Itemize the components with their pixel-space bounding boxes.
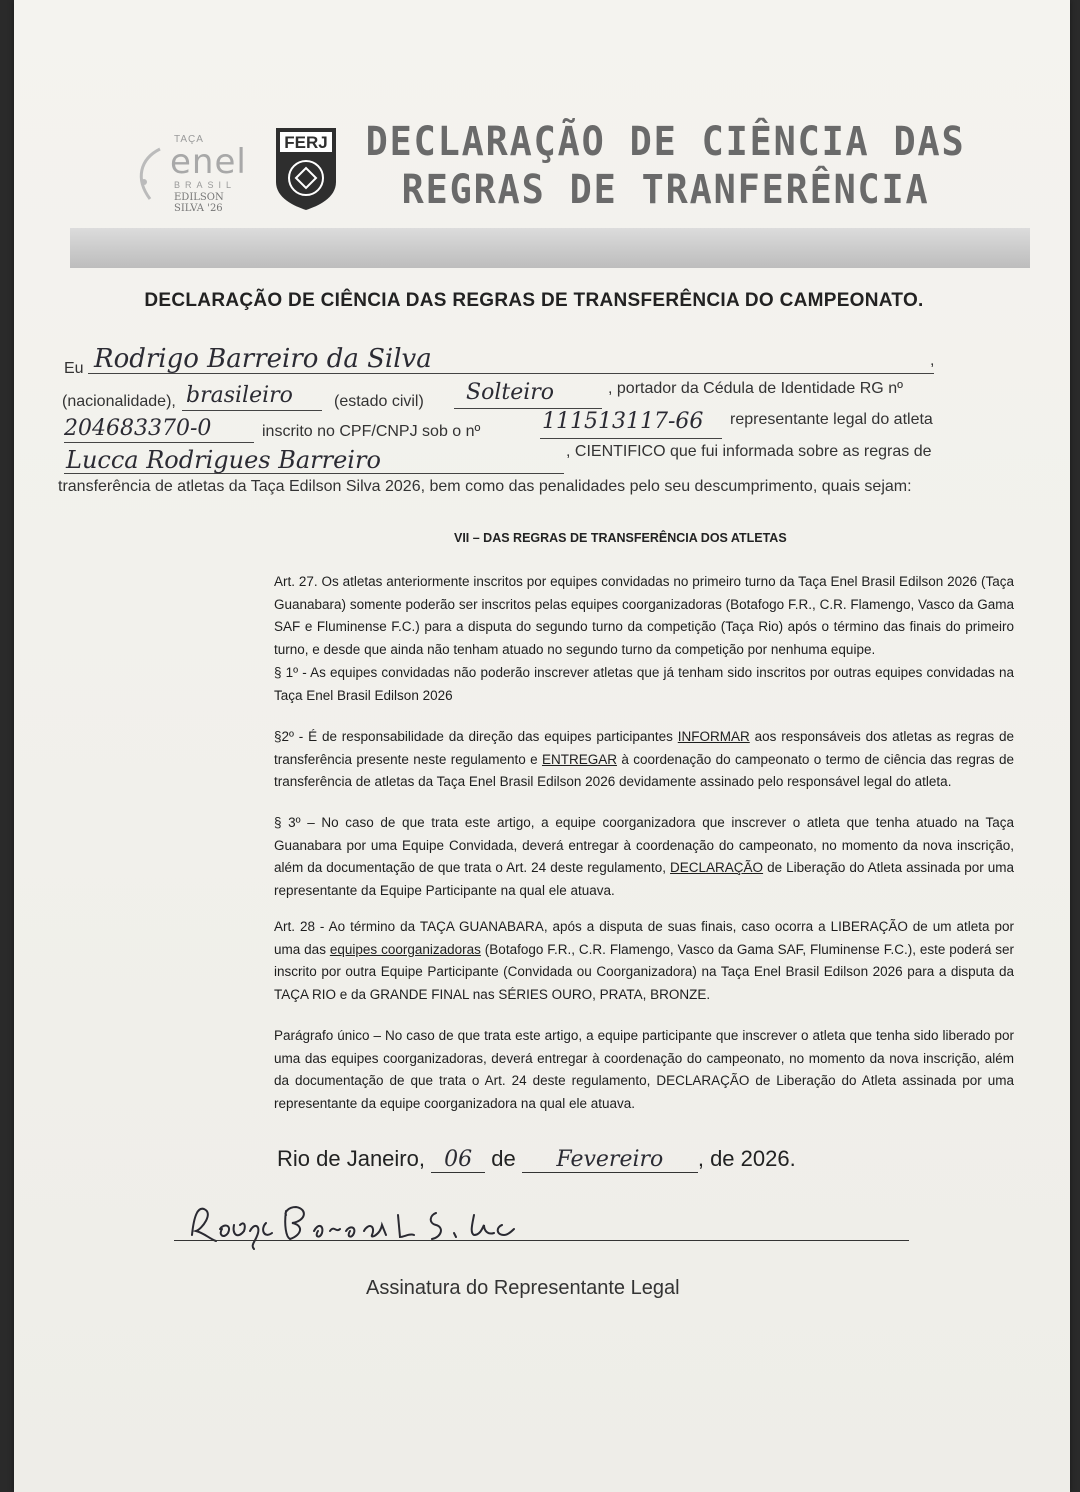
date-day-handwritten: 06: [444, 1147, 473, 1172]
document-header: [70, 110, 1030, 270]
date-day-field: [431, 1146, 485, 1173]
eu-label: Eu: [64, 360, 84, 377]
ferj-logo-text: FERJ: [284, 133, 328, 152]
ferj-shield-icon: [274, 126, 338, 212]
name-comma: ,: [930, 352, 935, 369]
header-title-line1: DECLARAÇÃO DE CIÊNCIA DAS: [365, 119, 966, 165]
cientifico-text: , CIENTIFICO que fui informada sobre as regras de: [566, 443, 932, 460]
representante-text: representante legal do atleta: [730, 411, 933, 428]
cpf-underline: [540, 438, 722, 439]
date-line: [277, 1146, 796, 1173]
art27-paragraph: Art. 27. Os atletas anteriormente inscritos por equipes convidadas no primeiro turno da Taça Enel Brasil Edilson 2026 (Taça Guanabara) somente poderão ser inscritos pelas equipes coorganizadoras (Botafogo F.R., C.R. Flamengo, Vasco da Gama SAF e Fluminense F.C.) para a disputa do segundo turno da competição (Taça Rio) após o término das finais do primeiro turno, e desde que ainda não tenham atuado no segundo turno da competição por nenhuma equipe.: [274, 574, 1014, 657]
enel-logo-edilson: EDILSON SILVA '26: [174, 192, 224, 214]
paragraph-2: §2º - É de responsabilidade da direção das equipes participantes INFORMAR aos responsáveis dos atletas as regras de transferência presente neste regulamento e ENTREGAR à coordenação do campeonato o termo de ciência das regras de transferência de atletas da Taça Enel Brasil Edilson 2026 devidamente assinado pelo responsável legal do atleta.: [274, 729, 1014, 789]
handwritten-signature: [174, 1195, 614, 1255]
paragrafo-unico: Parágrafo único – No caso de que trata este artigo, a equipe participante que inscrever o atleta que tenha sido liberado por uma das equipes coorganizadoras, deverá entregar à coordenação do campeonato, no momento da nova inscrição, além da documentação de que trata o Art. 24 deste regulamento, DECLARAÇÃO de Liberação do Atleta assinada por uma representante da equipe coorganizadora na qual ele atuava.: [274, 1028, 1014, 1111]
entregar-underlined: ENTREGAR: [541, 751, 617, 767]
signature-caption: Assinatura do Representante Legal: [366, 1277, 680, 1299]
date-city: Rio de Janeiro,: [277, 1146, 425, 1171]
enel-swoosh-icon: [130, 144, 170, 204]
equipes-underlined: equipes coorganizadoras: [329, 941, 481, 957]
date-month-handwritten: Fevereiro: [556, 1147, 664, 1172]
declaracao-underlined: DECLARAÇÃO: [670, 860, 764, 875]
estado-civil-label: (estado civil): [334, 393, 424, 410]
date-de: de: [491, 1146, 516, 1171]
date-year: , de 2026.: [697, 1146, 796, 1171]
estado-civil-handwritten: Solteiro: [466, 380, 555, 405]
enel-logo-taca: TAÇA: [174, 134, 204, 145]
transfer-text: transferência de atletas da Taça Edilson Silva 2026, bem como das penalidades pelo seu descumprimento, quais sejam:: [58, 478, 912, 495]
paragraph-1: § 1º - As equipes convidadas não poderão inscrever atletas que já tenham sido inscritos por outras equipes convidadas na Taça Enel Brasil Edilson 2026: [274, 665, 1014, 703]
nacionalidade-handwritten: brasileiro: [186, 383, 293, 408]
enel-logo-word: enel: [170, 142, 247, 182]
document-subtitle: DECLARAÇÃO DE CIÊNCIA DAS REGRAS DE TRANSFERÊNCIA DO CAMPEONATO.: [144, 290, 924, 311]
nacionalidade-underline: [182, 410, 322, 411]
informar-underlined: INFORMAR: [677, 729, 750, 744]
cpf-handwritten: 111513117-66: [542, 409, 704, 434]
rg-underline: [64, 442, 254, 443]
name-handwritten: Rodrigo Barreiro da Silva: [94, 344, 432, 374]
ferj-logo: [274, 126, 338, 212]
signature-line: [174, 1240, 909, 1241]
athlete-handwritten: Lucca Rodrigues Barreiro: [66, 446, 381, 474]
date-month-field: [522, 1146, 698, 1173]
paragraph-3: § 3º – No caso de que trata este artigo, a equipe coorganizadora que inscrever o atleta que tenha atuado na Taça Guanabara por uma Equipe Convidada, deverá entregar à coordenação do campeonato, no momento da nova inscrição, além da documentação de que trata o Art. 24 deste regulamento, DECLARAÇÃO de Liberação do Atleta assinada por uma representante da Equipe Participante na qual ele atuava.: [274, 815, 1014, 898]
portador-text: , portador da Cédula de Identidade RG nº: [608, 380, 903, 397]
header-gray-bar: [70, 228, 1030, 268]
art28-paragraph: Art. 28 - Ao término da TAÇA GUANABARA, após a disputa de suas finais, caso ocorra a LIBERAÇÃO de um atleta por uma das equipes coorganizadoras (Botafogo F.R., C.R. Flamengo, Vasco da Gama SAF, Fluminense F.C.), este poderá ser inscrito por outra Equipe Participante (Convidada ou Coorganizadora) na Taça Enel Brasil Edilson 2026 para a disputa da TAÇA RIO e da GRANDE FINAL nas SÉRIES OURO, PRATA, BRONZE.: [274, 919, 1014, 1002]
section-title: VII – DAS REGRAS DE TRANSFERÊNCIA DOS ATLETAS: [454, 531, 787, 545]
document-page: [14, 0, 1070, 1492]
taca-enel-logo: [130, 130, 260, 220]
cpf-text: inscrito no CPF/CNPJ sob o nº: [262, 423, 481, 440]
header-title-line2: REGRAS DE TRANFERÊNCIA: [401, 167, 930, 213]
nacionalidade-label: (nacionalidade),: [62, 393, 176, 410]
enel-logo-brasil: BRASIL: [174, 180, 237, 190]
header-title: [362, 118, 969, 214]
rg-handwritten: 204683370-0: [64, 416, 212, 441]
